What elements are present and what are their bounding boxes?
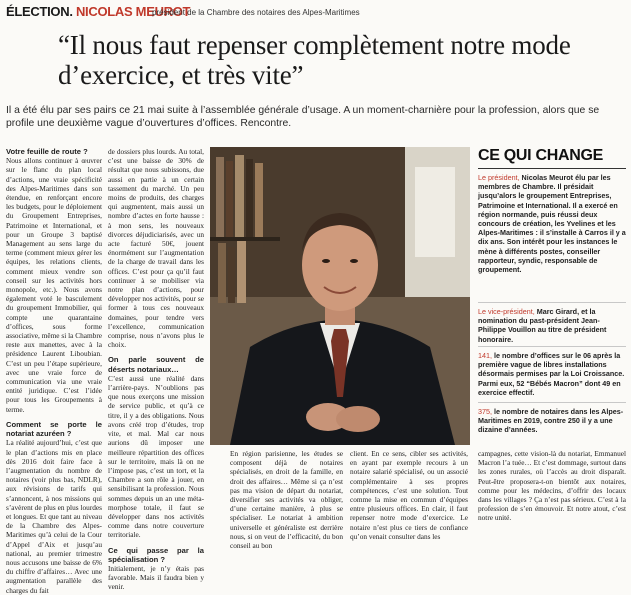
article-column-4 <box>350 449 468 555</box>
standfirst: Il a été élu par ses pairs ce 21 mai suite à l’assemblée générale d’usage. A un moment-charnière pour la profession, alors que se profile une deuxième vague d’ouvertures d’offices. Rencontre. <box>6 105 600 129</box>
answer-paragraph: campagnes, cette vision-là du notariat, Emmanuel Macron l’a tuée… Et c’est dommage, surtout dans les zones rurales, où l’accès au droit disparaît. Peut-être proposera-t-on bientôt aux notaires, comme pour les médecins, d’offrir des locaux dans les villages ? Ça n’est pas sérieux. C’est à la profession de s’en émouvoir. Et notre atout, c’est notre unité. <box>478 449 626 523</box>
question-heading: Comment se porte le notariat azuréen ? <box>6 419 102 439</box>
answer-paragraph: C’est aussi une réalité dans l’arrière-pays. N’oublions pas que nous exerçons une mission de service public, et qu’à ce titre, il y a des obligations. Nous avons créé trop d’études, trop vite, et mal. Mal car nous aurions dû imposer une meilleure répartition des offices sur le territoire, mais là on ne l’impose pas, c’est un tort, et la Chambre a son rôle à jouer, en sensibilisant la profession. Nous sommes depuis un an une méta-morphose totale, il faut se développer dans nos activités comme dans notre couverture territoriale. <box>108 373 204 540</box>
sidebar-item-lead: 375, <box>478 407 492 416</box>
article-column-5 <box>478 449 626 555</box>
sidebar-item-lead: Le président, <box>478 173 520 182</box>
sidebar-item <box>478 307 626 344</box>
sidebar-divider <box>478 346 626 347</box>
answer-paragraph: client. En ce sens, cibler ses activités, en ayant par exemple recours à un notaire salarié spécialisé, ou un associé complémentaire à ses propres compétences, c’est une solution. Tout comme la mise en commun d’équipes entre plusieurs offices. En clair, il faut repenser notre mode d’exercice. Le notaire n’est plus ce tiers de confiance qu’on venait consulter dans les <box>350 449 468 541</box>
answer-paragraph: La réalité aujourd’hui, c’est que le plan d’actions mis en place dès 2016 doit faire face à l’augmentation du nombre de notaires (voir plus bas, NDLR), aux révisions de tarifs qui s’annoncent, à nos missions qui s’avèrent de plus en plus lourdes et longues. Et que tant au niveau de la Chambre des Alpes-Maritimes qu’à celui de la Cour d’Appel d’Aix et jusqu’au national, au premier trimestre nous accusons une baisse de 6% du chiffre d’affaires… Avec une augmentation parallèle des charges du fait <box>6 438 102 595</box>
sidebar-item-lead: Le vice-président, <box>478 307 535 316</box>
sidebar-item <box>478 173 626 274</box>
answer-paragraph: En région parisienne, les études se composent déjà de notaires spécialisés, en droit de la famille, en droit des affaires… Même si ça n’est pas ma vision de départ du notariat, diversifier ses activités va obliger, d’une certaine manière, à plus se spécialiser. Le notariat à ambition universelle et généraliste est derrière nous, si on veut de l’efficacité, du bon conseil au bon <box>230 449 343 551</box>
sidebar-divider <box>478 302 626 303</box>
sidebar-item <box>478 351 626 397</box>
question-heading: Ce qui passe par la spécialisation ? <box>108 545 204 564</box>
sidebar-item-text: Marc Girard, et la nomination du past-président Jean-Philippe Vouillon au titre de président honoraire. <box>478 307 607 344</box>
sidebar-title: CE QUI CHANGE <box>478 147 603 164</box>
sidebar-item <box>478 407 626 435</box>
answer-paragraph: de dossiers plus lourds. Au total, c’est une baisse de 30% de résultat que nous subissons, due aussi en partie à un certain tassement du marché. Un peu moins de produits, des charges qui augmentent, mais aussi un nombre d’actes en forte hausse : à mon sens, les nouveaux divorces déjudiciarisés, avec un acte facturé 50€, jouent énormément sur l’augmentation de la charge de travail dans les offices. C’est pour ça qu’il faut continuer à se mobiliser via notre plan d’actions, pour développer nos activités, pour se former à tous ces nouveaux domaines, pour tendre vers l’excellence, communication comprise, nous n’avons plus le choix. <box>108 147 204 350</box>
section-label: ÉLECTION. <box>6 4 73 19</box>
kicker-role: président de la Chambre des notaires des Alpes-Maritimes <box>152 8 360 17</box>
portrait-illustration <box>210 147 470 445</box>
sidebar-item-text: le nombre de notaires dans les Alpes-Maritimes en 2019, contre 250 il y a une dizaine d’années. <box>478 407 624 435</box>
sidebar-rule <box>478 168 626 169</box>
answer-paragraph: Nous allons continuer à œuvrer sur le flanc du plan local d’actions, une vraie spécificité des Alpes-Maritimes dans son étendue, en renforçant encore les budgets, pour le déploiement du Groupement Entreprises, Patrimoine et International, et pour un Groupe 3 baptisé Management au sens large du terme (comment mieux gérer les équipes, les relations clients, comment mieux vendre son conseil sur les activités hors monopole, etc.). Nous avons également voté le basculement du groupement Immobilier, qui compte une quarantaine d’offices, sous forme associative, même si la Chambre reste aux manettes, avec à la présidence Laurent Liboubian. C’est un peu l’étape supérieure, avec une vraie force de communication via une vraie entité juridique. C’est l’idée pour tous les Groupements à terme. <box>6 156 102 414</box>
sidebar-item-text: Nicolas Meurot élu par les membres de Chambre. Il présidait jusqu’alors le groupement Entreprises, Patrimoine et International. Il a exercé en région normande, puis réussi deux concours de création, les Yvelines et les Alpes-Maritimes : il s’installe à Carros il y a dix ans. Son intérêt pour les instances le mène à différents postes, conseiller rapporteur, syndic, responsable de groupement. <box>478 173 626 275</box>
answer-paragraph: Initialement, je n’y étais pas favorable. Mais il faudra bien y venir. <box>108 563 204 592</box>
sidebar-divider <box>478 402 626 403</box>
question-heading: Votre feuille de route ? <box>6 147 88 156</box>
headline: “Il nous faut repenser complètement notre mode d’exercice, et très vite” <box>58 30 571 90</box>
sidebar-item-text: le nombre d’offices sur le 06 après la première vague de libres installations désormais permises par la Loi Croissance. Parmi eux, 52 “Bébés Macron” dont 49 en exercice effectif. <box>478 351 625 397</box>
article-column-3 <box>230 449 343 555</box>
article-column-1 <box>6 147 102 595</box>
kicker-name: NICOLAS MEUROT <box>75 4 191 19</box>
question-heading: On parle souvent de déserts notariaux… <box>108 355 204 374</box>
sidebar-item-lead: 141, <box>478 351 492 360</box>
portrait-photo <box>210 147 470 445</box>
article-column-2 <box>108 147 204 592</box>
